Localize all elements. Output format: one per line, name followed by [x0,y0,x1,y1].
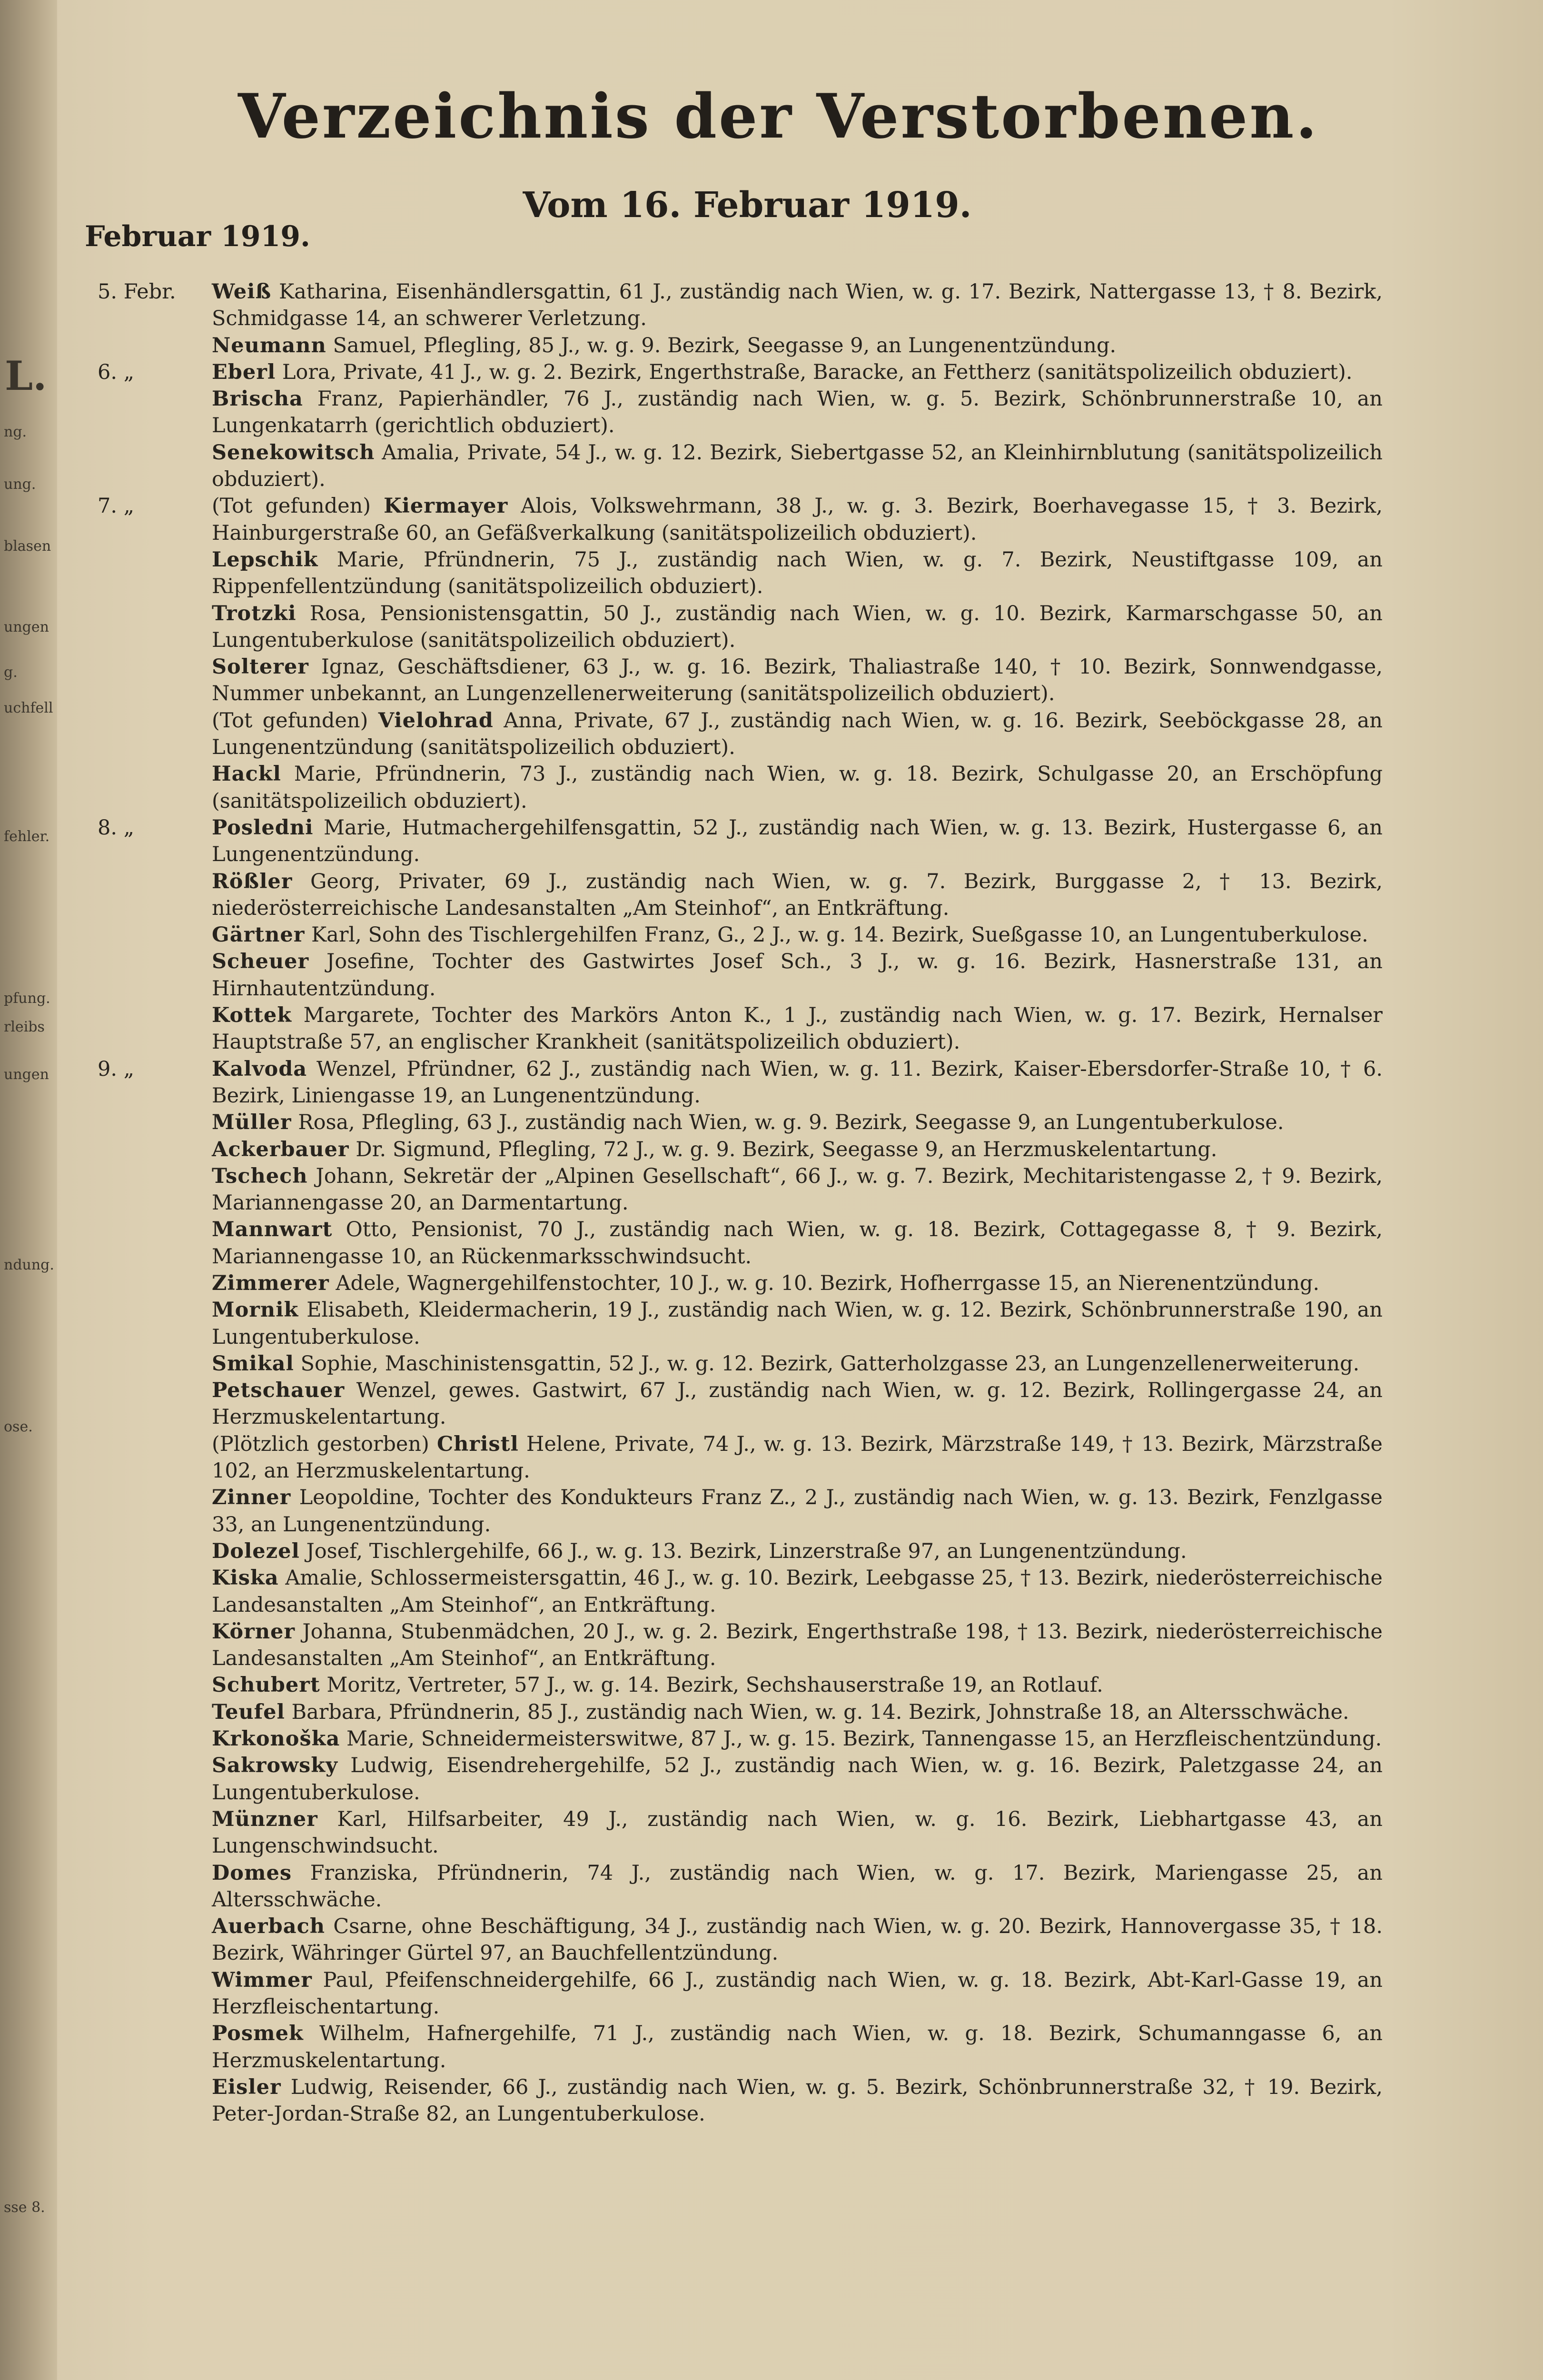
register-entry [98,546,1383,600]
entry-details: Barbara, Pfründnerin, 85 J., zuständig nach Wien, w. g. 14. Bezirk, Johnstraße 18, an Altersschwäche. [285,1700,1349,1724]
register-entry [98,1538,1383,1565]
entry-details: Samuel, Pflegling, 85 J., w. g. 9. Bezirk, Seegasse 9, an Lungenentzündung. [326,333,1117,357]
register-entry [98,1002,1383,1056]
entry-surname: Kottek [212,1003,292,1028]
entry-surname: Senekowitsch [212,440,375,465]
register-entry [98,1967,1383,2021]
entry-surname: Münzner [212,1807,318,1831]
register-entry [98,386,1383,439]
entry-details: Josef, Tischlergehilfe, 66 J., w. g. 13. Bezirk, Linzerstraße 97, an Lungenentzündung. [299,1539,1187,1563]
entry-details: Rosa, Pensionistensgattin, 50 J., zuständig nach Wien, w. g. 10. Bezirk, Karmarschgasse 50, an Lungentuberkulose (sanitätspolizeilich obduziert). [212,601,1383,652]
register-entry [98,359,1383,386]
entry-details: Csarne, ohne Beschäftigung, 34 J., zuständig nach Wien, w. g. 20. Bezirk, Hannovergasse 35, † 18. Bezirk, Währinger Gürtel 97, an Bauchfellentzündung. [212,1914,1383,1965]
entry-details: Karl, Hilfsarbeiter, 49 J., zuständig nach Wien, w. g. 16. Bezirk, Liebhartgasse 43, an Lungenschwindsucht. [212,1807,1383,1858]
register-entry [98,1860,1383,1914]
entry-surname: Vielohrad [378,708,494,733]
entry-details: Margarete, Tochter des Markörs Anton K., 1 J., zuständig nach Wien, w. g. 17. Bezirk, Hernalser Hauptstraße 57, an englischer Krankheit (sanitätspolizeilich obduziert). [212,1003,1383,1054]
register-entry [98,332,1383,359]
entry-circumstance-note: (Plötzlich gestorben) [212,1432,437,1456]
entry-details: Amalia, Private, 54 J., w. g. 12. Bezirk, Siebertgasse 52, an Kleinhirnblutung (sanitätspolizeilich obduziert). [212,440,1383,492]
entry-surname: Lepschik [212,547,318,572]
margin-fragment: ungen [4,619,49,635]
entry-surname: Rößler [212,869,293,893]
entry-details: Marie, Pfründnerin, 73 J., zuständig nach Wien, w. g. 18. Bezirk, Schulgasse 20, an Erschöpfung (sanitätspolizeilich obduziert). [212,762,1383,813]
entry-details: Ignaz, Geschäftsdiener, 63 J., w. g. 16. Bezirk, Thaliastraße 140, † 10. Bezirk, Sonnwendgasse, Nummer unbekannt, an Lungenzellenerweiterung (sanitätspolizeilich obduziert). [212,655,1383,706]
register-entry [98,1484,1383,1538]
entry-details: Marie, Hutmachergehilfensgattin, 52 J., zuständig nach Wien, w. g. 13. Bezirk, Hustergasse 6, an Lungenentzündung. [212,815,1383,867]
entry-surname: Scheuer [212,950,309,974]
register-entry [98,1806,1383,1860]
register-entry [98,1699,1383,1726]
entry-surname: Mannwart [212,1218,333,1242]
register-entry [98,493,1383,546]
entry-details: Ludwig, Eisendrehergehilfe, 52 J., zuständig nach Wien, w. g. 16. Bezirk, Paletzgasse 24, an Lungentuberkulose. [212,1754,1383,1805]
entry-surname: Solterer [212,655,309,679]
entry-details: Otto, Pensionist, 70 J., zuständig nach Wien, w. g. 18. Bezirk, Cottagegasse 8, † 9. Bezirk, Mariannengasse 10, an Rückenmarksschwindsucht. [212,1218,1383,1269]
entry-details: Rosa, Pflegling, 63 J., zuständig nach Wien, w. g. 9. Bezirk, Seegasse 9, an Lungentuberkulose. [291,1111,1284,1135]
register-entry [98,1109,1383,1136]
entry-details: Adele, Wagnergehilfenstochter, 10 J., w. g. 10. Bezirk, Hofherrgasse 15, an Nierenentzündung. [329,1271,1320,1295]
register-entry [98,1752,1383,1806]
entry-details: Wilhelm, Hafnergehilfe, 71 J., zuständig nach Wien, w. g. 18. Bezirk, Schumanngasse 6, an Herzmuskelentartung. [212,2022,1383,2073]
entry-details: Wenzel, Pfründner, 62 J., zuständig nach Wien, w. g. 11. Bezirk, Kaiser-Ebersdorfer-Straße 10, † 6. Bezirk, Liniengasse 19, an Lungenentzündung. [212,1057,1383,1108]
entry-details: Anna, Private, 67 J., zuständig nach Wien, w. g. 16. Bezirk, Seeböckgasse 28, an Lungenentzündung (sanitätspolizeilich obduziert). [212,708,1383,760]
month-header: Februar 1919. [85,220,310,253]
entry-surname: Schubert [212,1673,320,1697]
entry-date: 6. „ [98,360,134,384]
entry-surname: Dolezel [212,1539,300,1563]
margin-fragment: ndung. [4,1257,54,1273]
register-entry [98,1431,1383,1485]
page-title: Verzeichnis der Verstorbenen. [238,81,1319,152]
margin-fragment: L. [5,352,47,399]
entry-details: Wenzel, gewes. Gastwirt, 67 J., zuständig nach Wien, w. g. 12. Bezirk, Rollingergasse 24, an Herzmuskelentartung. [212,1378,1383,1429]
entry-surname: Domes [212,1861,292,1885]
entry-details: Amalie, Schlossermeistersgattin, 46 J., w. g. 10. Bezirk, Leebgasse 25, † 13. Bezirk, niederösterreichische Landesanstalten „Am Steinhof“, an Entkräftung. [212,1566,1383,1617]
entry-date: 9. „ [98,1057,134,1081]
register-entry [98,1056,1383,1110]
register-entry [98,1672,1383,1698]
register-entry [98,707,1383,761]
register-entry [98,814,1383,868]
entry-circumstance-note: (Tot gefunden) [212,494,384,518]
entry-surname: Zinner [212,1486,291,1510]
entry-surname: Brischa [212,387,303,411]
register-entry [98,1377,1383,1431]
entry-surname: Tschech [212,1164,308,1188]
entry-details: Johanna, Stubenmädchen, 20 J., w. g. 2. Bezirk, Engerthstraße 198, † 13. Bezirk, niederösterreichische Landesanstalten „Am Steinhof“, an Entkräftung. [212,1619,1383,1671]
register-entry [98,439,1383,493]
entry-details: Georg, Privater, 69 J., zuständig nach Wien, w. g. 7. Bezirk, Burggasse 2, † 13. Bezirk, niederösterreichische Landesanstalten „Am Steinhof“, an Entkräftung. [212,869,1383,920]
register-entry [98,654,1383,707]
entry-surname: Hackl [212,762,281,786]
register-entry [98,1618,1383,1672]
register-entry [98,278,1383,332]
adjacent-page-fragments [0,0,52,2380]
register-entry [98,761,1383,814]
margin-fragment: pfung. [4,990,50,1007]
register-entry [98,600,1383,654]
entry-surname: Sakrowsky [212,1754,338,1778]
register-entry [98,2074,1383,2128]
entry-surname: Krkonoška [212,1727,340,1751]
entry-surname: Ackerbauer [212,1137,349,1161]
entry-details: Johann, Sekretär der „Alpinen Gesellschaft“, 66 J., w. g. 7. Bezirk, Mechitaristengasse 2, † 9. Bezirk, Mariannengasse 20, an Darmentartung. [212,1164,1383,1215]
entry-details: Dr. Sigmund, Pflegling, 72 J., w. g. 9. Bezirk, Seegasse 9, an Herzmuskelentartung. [349,1137,1217,1161]
margin-fragment: sse 8. [4,2199,45,2216]
death-register-list [98,278,1383,2127]
entry-surname: Petschauer [212,1378,345,1403]
entry-surname: Zimmerer [212,1271,329,1295]
entry-surname: Eberl [212,360,276,384]
entry-surname: Wimmer [212,1968,312,1992]
entry-date: 7. „ [98,494,134,518]
margin-fragment: rleibs [4,1019,45,1035]
register-entry [98,1913,1383,1967]
entry-details: Alois, Volkswehrmann, 38 J., w. g. 3. Bezirk, Boerhavegasse 15, † 3. Bezirk, Hainburgerstraße 60, an Gefäßverkalkung (sanitätspolizeilich obduziert). [212,494,1383,545]
entry-details: Paul, Pfeifenschneidergehilfe, 66 J., zuständig nach Wien, w. g. 18. Bezirk, Abt-Karl-Gasse 19, an Herzfleischentartung. [212,1968,1383,2019]
entry-surname: Auerbach [212,1914,326,1939]
register-entry [98,1270,1383,1297]
margin-fragment: ose. [4,1418,33,1435]
register-entry [98,1350,1383,1377]
entry-surname: Weiß [212,280,272,304]
register-entry [98,868,1383,922]
entry-surname: Gärtner [212,923,305,947]
entry-details: Moritz, Vertreter, 57 J., w. g. 14. Bezirk, Sechshauserstraße 19, an Rotlauf. [320,1673,1103,1697]
register-entry [98,1136,1383,1163]
entry-details: Ludwig, Reisender, 66 J., zuständig nach Wien, w. g. 5. Bezirk, Schönbrunnerstraße 32, † 19. Bezirk, Peter-Jordan-Straße 82, an Lungentuberkulose. [212,2075,1383,2126]
margin-fragment: blasen [4,538,51,555]
entry-surname: Neumann [212,333,326,357]
entry-surname: Posledni [212,815,314,840]
entry-surname: Smikal [212,1351,294,1376]
entry-date: 8. „ [98,815,134,840]
entry-surname: Mornik [212,1298,299,1322]
entry-date: 5. Febr. [98,280,176,304]
register-entry [98,1216,1383,1270]
margin-fragment: uchfell [4,700,53,716]
entry-circumstance-note: (Tot gefunden) [212,708,378,733]
entry-surname: Eisler [212,2075,281,2099]
register-entry [98,2020,1383,2074]
entry-surname: Kiermayer [384,494,508,518]
register-entry [98,1565,1383,1618]
entry-surname: Müller [212,1111,292,1135]
entry-details: Marie, Schneidermeisterswitwe, 87 J., w. g. 15. Bezirk, Tannengasse 15, an Herzfleischentzündung. [340,1727,1382,1751]
entry-surname: Christl [436,1432,519,1456]
margin-fragment: fehler. [4,828,50,845]
entry-details: Josefine, Tochter des Gastwirtes Josef Sch., 3 J., w. g. 16. Bezirk, Hasnerstraße 131, an Hirnhautentzündung. [212,950,1383,1001]
register-entry [98,922,1383,948]
entry-details: Leopoldine, Tochter des Kondukteurs Franz Z., 2 J., zuständig nach Wien, w. g. 13. Bezirk, Fenzlgasse 33, an Lungenentzündung. [212,1486,1383,1537]
register-entry [98,1163,1383,1217]
margin-fragment: ng. [4,424,27,440]
entry-surname: Körner [212,1619,296,1644]
margin-fragment: ung. [4,476,36,493]
entry-surname: Trotzki [212,601,297,625]
entry-surname: Teufel [212,1700,285,1724]
register-entry [98,948,1383,1002]
register-entry [98,1297,1383,1350]
page-subtitle: Vom 16. Februar 1919. [523,185,972,226]
entry-details: Elisabeth, Kleidermacherin, 19 J., zuständig nach Wien, w. g. 12. Bezirk, Schönbrunnerstraße 190, an Lungentuberkulose. [212,1298,1383,1349]
entry-details: Katharina, Eisenhändlersgattin, 61 J., zuständig nach Wien, w. g. 17. Bezirk, Nattergasse 13, † 8. Bezirk, Schmidgasse 14, an schwerer Verletzung. [212,280,1383,331]
register-entry [98,1726,1383,1752]
entry-details: Franz, Papierhändler, 76 J., zuständig nach Wien, w. g. 5. Bezirk, Schönbrunnerstraße 10, an Lungenkatarrh (gerichtlich obduziert). [212,387,1383,438]
entry-details: Helene, Private, 74 J., w. g. 13. Bezirk, Märzstraße 149, † 13. Bezirk, Märzstraße 102, an Herzmuskelentartung. [212,1432,1383,1483]
entry-surname: Kiska [212,1566,279,1590]
entry-details: Franziska, Pfründnerin, 74 J., zuständig nach Wien, w. g. 17. Bezirk, Mariengasse 25, an Altersschwäche. [212,1861,1383,1912]
entry-details: Lora, Private, 41 J., w. g. 2. Bezirk, Engerthstraße, Baracke, an Fettherz (sanitätspolizeilich obduziert). [276,360,1353,384]
entry-surname: Posmek [212,2022,304,2046]
entry-details: Marie, Pfründnerin, 75 J., zuständig nach Wien, w. g. 7. Bezirk, Neustiftgasse 109, an Rippenfellentzündung (sanitätspolizeilich obduziert). [212,547,1383,599]
entry-details: Sophie, Maschinistensgattin, 52 J., w. g. 12. Bezirk, Gatterholzgasse 23, an Lungenzellenerweiterung. [294,1351,1360,1376]
margin-fragment: g. [4,664,18,681]
entry-surname: Kalvoda [212,1057,307,1081]
entry-details: Karl, Sohn des Tischlergehilfen Franz, G., 2 J., w. g. 14. Bezirk, Sueßgasse 10, an Lungentuberkulose. [305,923,1368,947]
margin-fragment: ungen [4,1066,49,1083]
